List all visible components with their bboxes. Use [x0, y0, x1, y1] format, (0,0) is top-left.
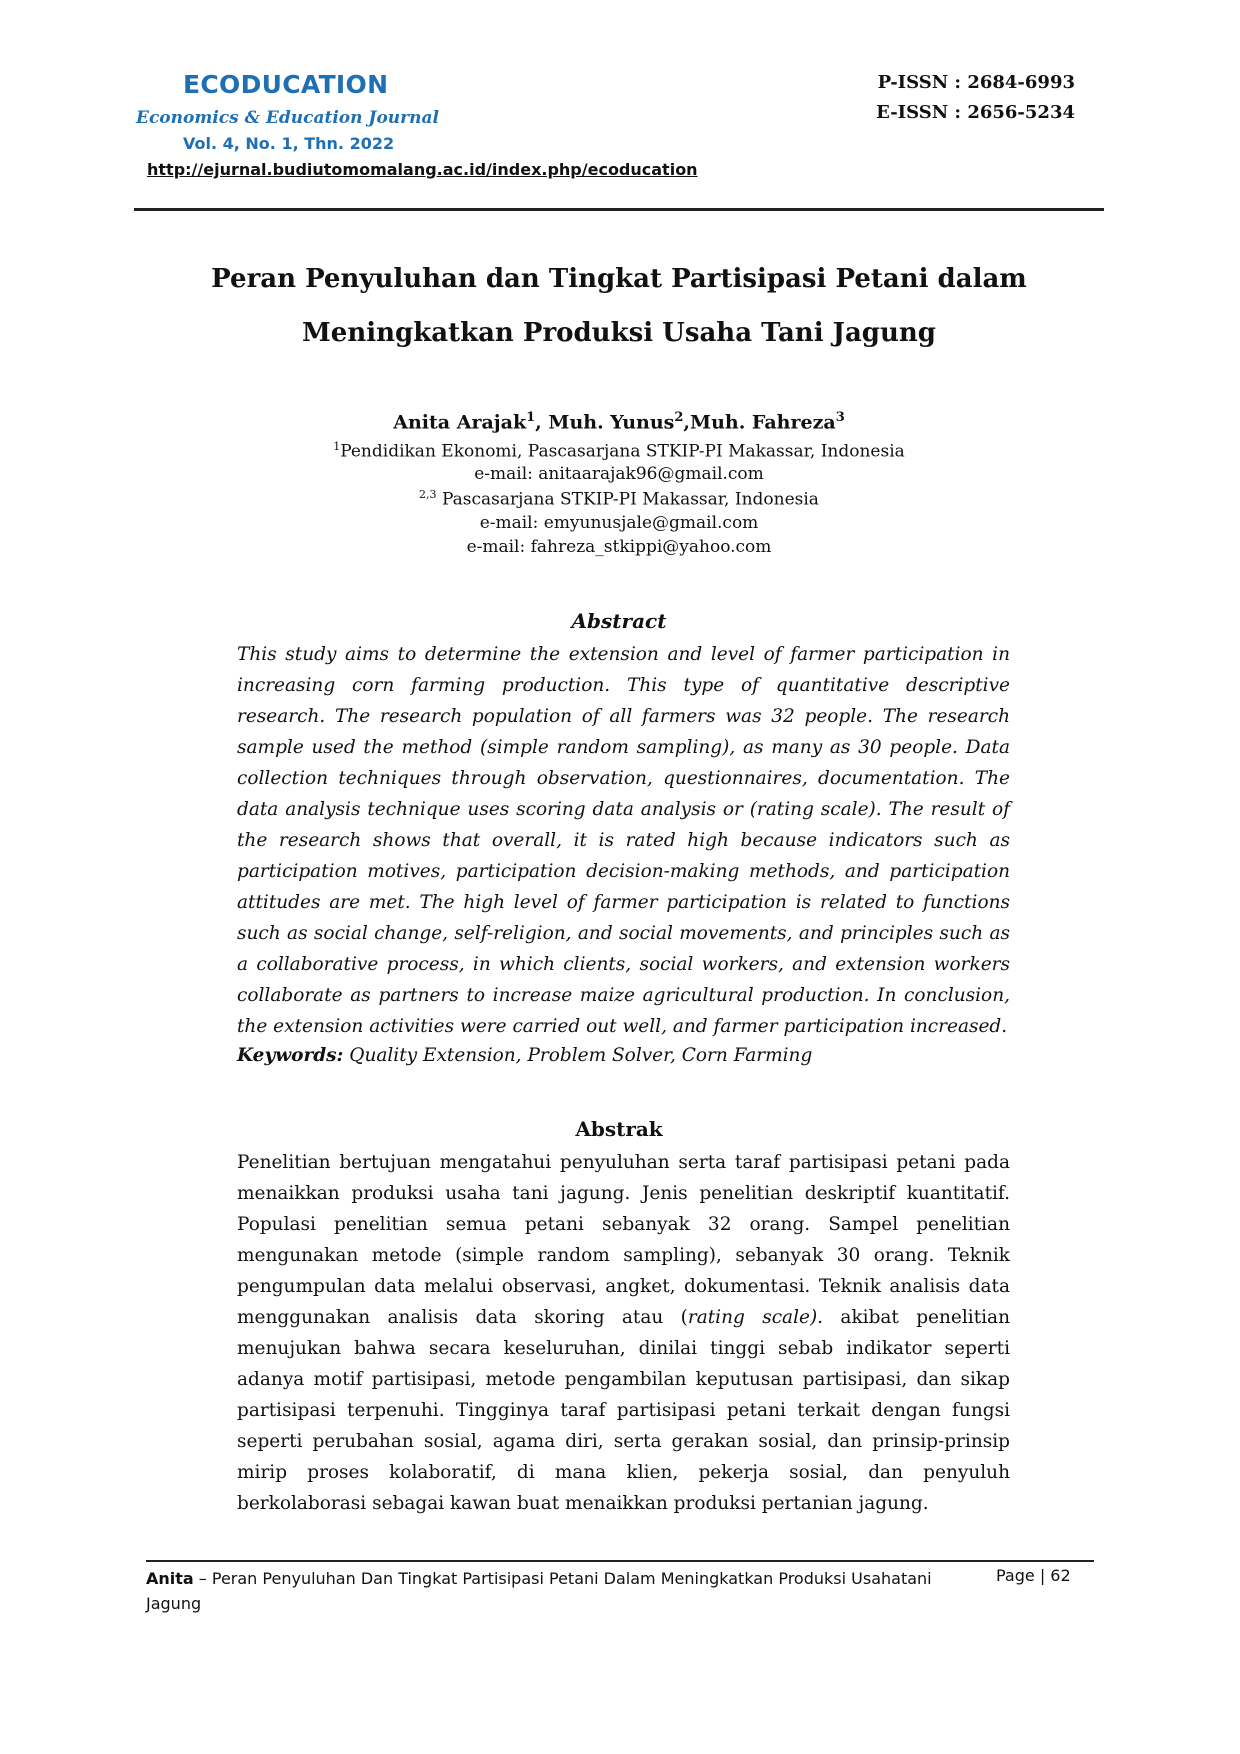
e-issn: E-ISSN : 2656-5234: [876, 102, 1075, 123]
abstract-heading: Abstract: [571, 609, 667, 633]
journal-volume: Vol. 4, No. 1, Thn. 2022: [183, 134, 395, 153]
author-email-3: e-mail: fahreza_stkippi@yahoo.com: [466, 537, 772, 557]
abstrak-body: [237, 1147, 1010, 1519]
abstrak-text: akibat penelitian menujukan bahwa secara keseluruhan, dinilai tinggi sebab indikator seperti adanya motif partisipasi, metode pengambilan keputusan partisipasi, dan sikap partisipasi terpenuhi. Tingginya taraf partisipasi petani terkait dengan fungsi seperti perubahan sosial, agama diri, serta gerakan sosial, dan prinsip-prinsip mirip proses kolaboratif, di mana klien, pekerja sosial, dan penyuluh berkolaborasi sebagai kawan buat menaikkan produksi pertanian jagung.: [237, 1307, 1010, 1514]
keywords: [237, 1045, 812, 1066]
affiliation-1: [134, 440, 1104, 462]
paper-title-line-1: Peran Penyuluhan dan Tingkat Partisipasi Petani dalam: [211, 264, 1027, 294]
header-divider: [134, 208, 1104, 211]
affiliation-text: Pascasarjana STKIP-PI Makassar, Indonesia: [436, 489, 819, 510]
author-list: [134, 410, 1104, 433]
author-separator: ,: [535, 411, 549, 434]
footer-divider: [146, 1560, 1094, 1562]
author-affiliation-mark: 2: [674, 410, 684, 425]
abstrak-heading: Abstrak: [575, 1117, 663, 1141]
journal-url-link[interactable]: http://ejurnal.budiutomomalang.ac.id/index.php/ecoducation: [147, 160, 698, 179]
author-name: Muh. Fahreza: [690, 411, 836, 434]
footer-title: – Peran Penyuluhan Dan Tingkat Partisipasi Petani Dalam Meningkatkan Produksi Usahatani Jagung: [146, 1569, 932, 1613]
author-affiliation-mark: 1: [526, 410, 536, 425]
p-issn: P-ISSN : 2684-6993: [877, 72, 1075, 93]
footer-author: Anita: [146, 1569, 194, 1588]
author-separator: ,: [683, 411, 691, 434]
keywords-label: Keywords:: [237, 1045, 344, 1066]
author-affiliation-mark: 3: [835, 410, 845, 425]
author-name: Anita Arajak: [393, 411, 527, 434]
keywords-list: Quality Extension, Problem Solver, Corn Farming: [343, 1045, 813, 1066]
journal-subtitle: Economics & Education Journal: [136, 108, 439, 128]
page-number: Page | 62: [996, 1566, 1071, 1585]
author-email-2: e-mail: emyunusjale@gmail.com: [479, 513, 759, 533]
author-email-1: e-mail: anitaarajak96@gmail.com: [474, 464, 764, 484]
abstrak-italic-text: rating scale).: [687, 1307, 824, 1328]
affiliation-2: [134, 488, 1104, 510]
author-name: Muh. Yunus: [548, 411, 675, 434]
abstract-body: This study aims to determine the extension and level of farmer participation in increasing corn farming production. This type of quantitative descriptive research. The research population of all farmers was 32 people. The research sample used the method (simple random sampling), as many as 30 people. Data collection techniques through observation, questionnaires, documentation. The data analysis technique uses scoring data analysis or (rating scale). The result of the research shows that overall, it is rated high because indicators such as participation motives, participation decision-making methods, and participation attitudes are met. The high level of farmer participation is related to functions such as social change, self-religion, and social movements, and principles such as a collaborative process, in which clients, social workers, and extension workers collaborate as partners to increase maize agricultural production. In conclusion, the extension activities were carried out well, and farmer participation increased.: [237, 644, 1010, 1037]
affiliation-mark: 1: [333, 440, 341, 453]
affiliation-mark: 2,3: [419, 488, 437, 501]
running-footer: [146, 1566, 966, 1616]
affiliation-text: Pendidikan Ekonomi, Pascasarjana STKIP-PI Makassar, Indonesia: [340, 441, 905, 462]
abstrak-text: Penelitian bertujuan mengatahui penyuluhan serta taraf partisipasi petani pada menaikkan produksi usaha tani jagung. Jenis penelitian deskriptif kuantitatif. Populasi penelitian semua petani sebanyak 32 orang. Sampel penelitian mengunakan metode (simple random sampling), sebanyak 30 orang. Teknik pengumpulan data melalui observasi, angket, dokumentasi. Teknik analisis data menggunakan analisis data skoring atau (: [237, 1152, 1010, 1328]
paper-title-line-2: Meningkatkan Produksi Usaha Tani Jagung: [302, 318, 936, 348]
journal-name: ECODUCATION: [183, 70, 389, 99]
